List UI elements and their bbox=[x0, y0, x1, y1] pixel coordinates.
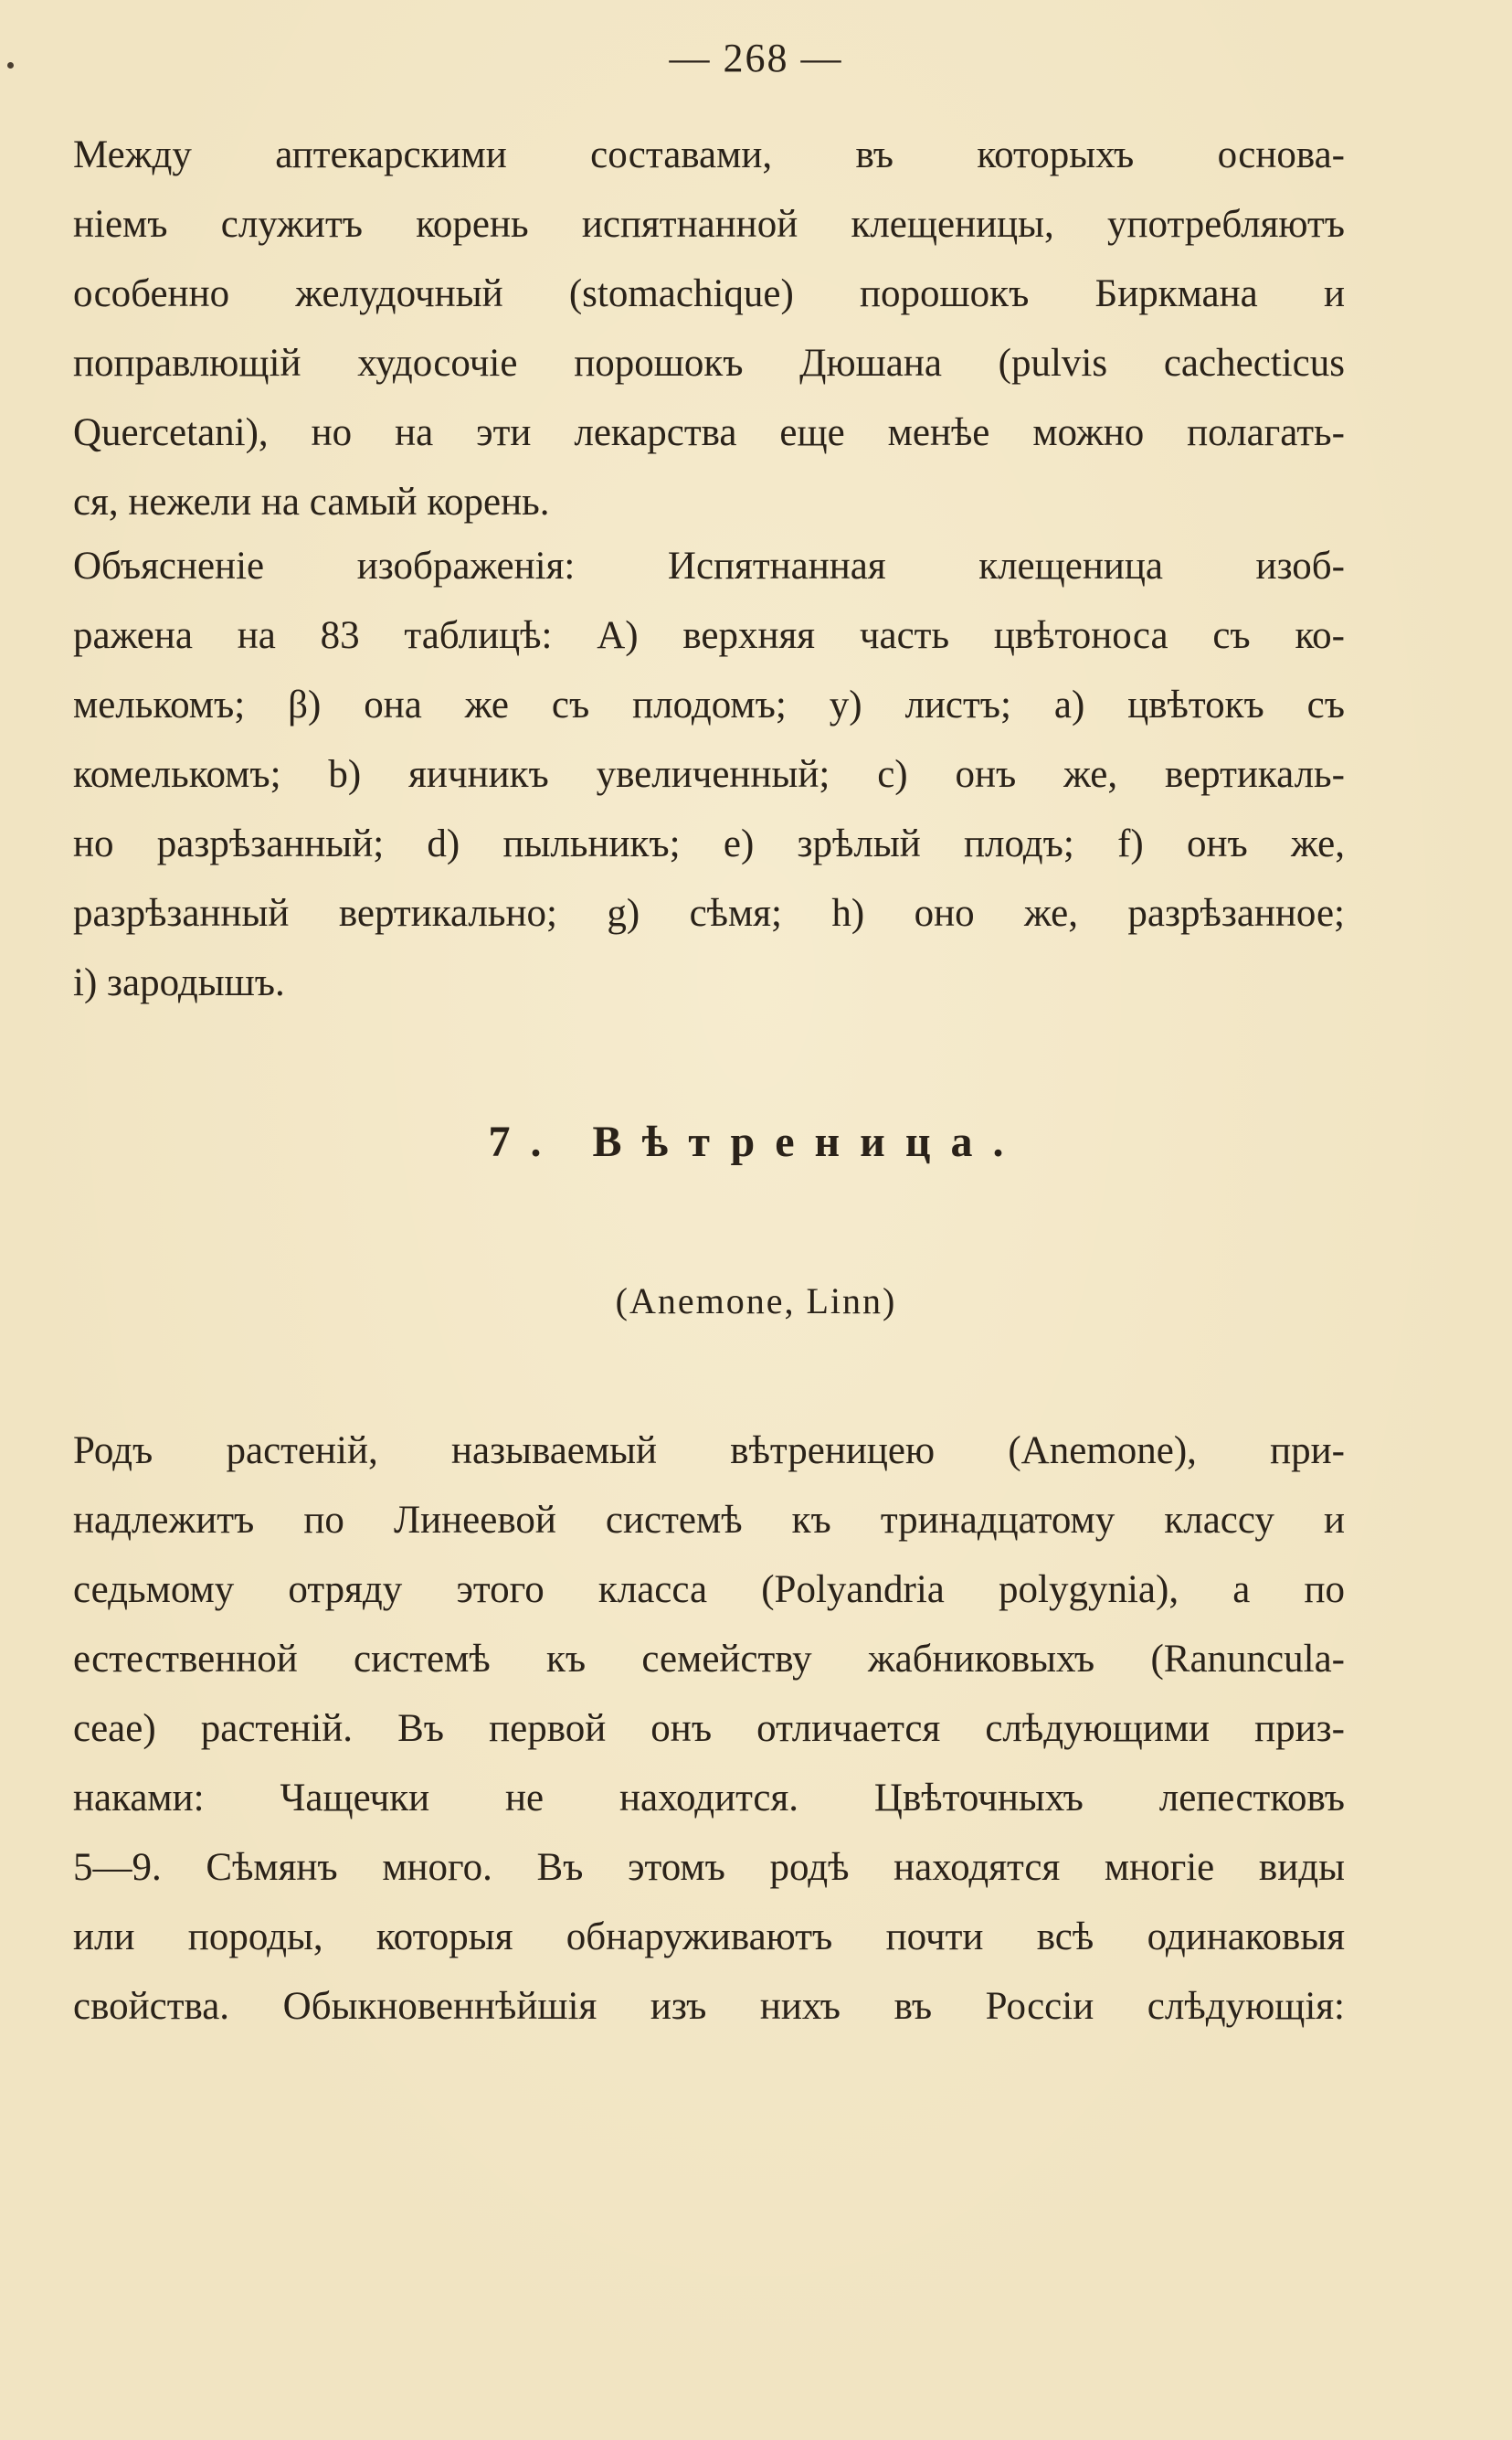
text-line: надлежитъ по Линеевой системѣ къ тринадцатому классу и bbox=[73, 1499, 1345, 1542]
text-line: мелькомъ; β) она же съ плодомъ; у) листъ; а) цвѣтокъ съ bbox=[73, 684, 1345, 727]
text-line: но разрѣзанный; d) пыльникъ; e) зрѣлый плодъ; f) онъ же, bbox=[73, 822, 1345, 865]
paragraph-anemone-description bbox=[73, 1416, 1345, 2042]
paragraph-apothecary-compositions bbox=[73, 121, 1345, 537]
text-line: или породы, которыя обнаруживаютъ почти всѣ одинаковыя bbox=[73, 1915, 1345, 1958]
text-line: Родъ растеній, называемый вѣтреницею (Anemone), при- bbox=[73, 1429, 1345, 1472]
text-line: i) зародышъ. bbox=[73, 961, 285, 1004]
text-line: Объясненіе изображенія: Испятнанная клещеница изоб- bbox=[73, 545, 1345, 588]
text-line: седьмому отряду этого класса (Polyandria polygynia), а по bbox=[73, 1568, 1345, 1611]
paragraph-figure-explanation bbox=[73, 532, 1345, 1018]
text-line: ніемъ служитъ корень испятнанной клещеницы, употребляютъ bbox=[73, 203, 1345, 246]
text-line: свойства. Обыкновеннѣйшія изъ нихъ въ Россіи слѣдующія: bbox=[73, 1985, 1345, 2028]
text-line: разрѣзанный вертикально; g) сѣмя; h) оно же, разрѣзанное; bbox=[73, 892, 1345, 935]
text-line: Между аптекарскими составами, въ которыхъ основа- bbox=[73, 133, 1345, 176]
text-line: ся, нежели на самый корень. bbox=[73, 481, 550, 524]
page-number: — 268 — bbox=[669, 36, 843, 80]
text-line: поправлющій худосочіе порошокъ Дюшана (pulvis cachecticus bbox=[73, 342, 1345, 385]
text-line: ceae) растеній. Въ первой онъ отличается слѣдующими приз- bbox=[73, 1707, 1345, 1750]
text-line: естественной системѣ къ семейству жабниковыхъ (Ranuncula- bbox=[73, 1638, 1345, 1681]
text-line: 5—9. Сѣмянъ много. Въ этомъ родѣ находятся многіе виды bbox=[73, 1846, 1345, 1889]
text-line: наками: Чащечки не находится. Цвѣточныхъ лепестковъ bbox=[73, 1777, 1345, 1819]
text-line: комелькомъ; b) яичникъ увеличенный; c) онъ же, вертикаль- bbox=[73, 753, 1345, 796]
section-heading: 7. Вѣтреница. bbox=[488, 1118, 1024, 1166]
text-line: Quercetani), но на эти лекарства еще менѣе можно полагать- bbox=[73, 411, 1345, 454]
text-line: особенно желудочный (stomachique) порошокъ Биркмана и bbox=[73, 272, 1345, 315]
section-subheading: (Anemone, Linn) bbox=[615, 1280, 897, 1321]
text-line: ражена на 83 таблицѣ: А) верхняя часть цвѣтоноса съ ко- bbox=[73, 614, 1345, 657]
